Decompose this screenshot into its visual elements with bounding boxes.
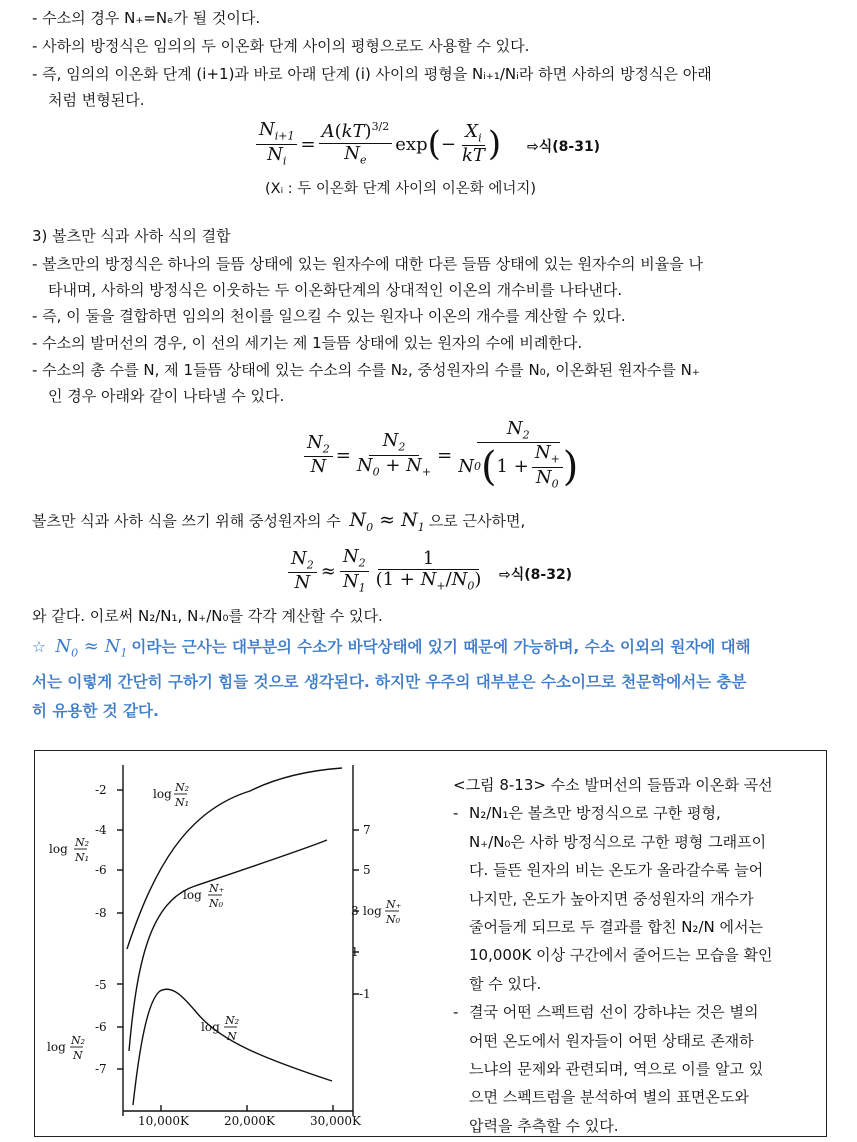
bullet-boltzmann-saha-line1: - 볼츠만의 방정식은 하나의 들뜸 상태에 있는 원자수에 대한 다른 들뜸 상태에 있는 원자수의 비율을 나 <box>32 255 704 273</box>
svg-text:N₊: N₊ <box>386 898 402 911</box>
svg-text:7: 7 <box>363 823 371 837</box>
svg-text:-4: -4 <box>95 823 107 837</box>
approx-text-after: 으로 근사하면, <box>428 512 526 530</box>
bullet-hydrogen-electrons: - 수소의 경우 N₊=Nₑ가 될 것이다. <box>32 9 261 27</box>
equation-ref-8-31: ⇨식(8-31) <box>527 139 601 155</box>
note-line1-text: 이라는 근사는 대부분의 수소가 바닥상태에 있기 때문에 가능하며, 수소 이외의 원자에 대해 <box>131 638 751 656</box>
svg-text:1: 1 <box>351 945 359 959</box>
caption-line: 결국 어떤 스펙트럼 선이 강하냐는 것은 별의 <box>469 1003 759 1022</box>
svg-text:log: log <box>201 1020 220 1034</box>
blue-note-line3: 히 유용한 것 같다. <box>32 701 159 720</box>
caption-line: 어떤 온도에서 원자들이 어떤 상태로 존재하 <box>469 1031 754 1050</box>
caption-line: 으면 스펙트럼을 분석하여 별의 표면온도와 <box>469 1088 749 1107</box>
left-top-tick-labels <box>95 783 107 920</box>
svg-text:-6: -6 <box>95 863 107 877</box>
svg-text:N₁: N₁ <box>75 851 90 864</box>
equation-n2-over-n: $\frac{N_2}{N}$ = $\frac{N_2}{N_0 + N_+}$ = $N_2$ N 0 ( 1 + $\frac{N_+}{N_0}$ ) <box>304 410 581 500</box>
svg-text:log: log <box>47 1040 66 1054</box>
label-log-n2-n1-left <box>49 836 89 864</box>
svg-text:N₂: N₂ <box>71 1034 86 1047</box>
caption-line: N₂/N₁은 볼츠만 방정식으로 구한 평형, <box>469 804 721 823</box>
bullet-dash: - <box>453 1003 459 1022</box>
bullet-dash: - <box>453 804 459 823</box>
caption-title: <그림 8-13> 수소 발머선의 들뜸과 이온화 곡선 <box>453 776 773 794</box>
bullet-boltzmann-saha-line2: 타내며, 사하의 방정식은 이웃하는 두 이온화단계의 상대적인 이온의 개수비를 나타낸다. <box>48 281 623 299</box>
svg-text:log: log <box>153 787 172 801</box>
caption-bullet-2 <box>453 998 819 1140</box>
caption-line: 할 수 있다. <box>469 974 542 993</box>
approx-text-before: 볼츠만 식과 사하 식을 쓰기 위해 중성원자의 수 <box>32 512 341 530</box>
label-log-nplus-n0-right <box>363 898 402 926</box>
approx-formula: $N_0 \approx N_1$ <box>349 509 425 534</box>
svg-text:N: N <box>73 1049 83 1062</box>
svg-text:-7: -7 <box>95 1062 107 1076</box>
figure-caption <box>453 771 819 1140</box>
equation-ref-8-32: ⇨식(8-32) <box>499 567 573 583</box>
svg-text:N₂: N₂ <box>175 781 190 794</box>
bullet-combine: - 즉, 이 둘을 결합하면 임의의 천이를 일으킬 수 있는 원자나 이온의 개수를 계산할 수 있다. <box>32 307 626 325</box>
note-formula: $N_0 \approx N_1$ <box>55 636 128 660</box>
equation-8-32: $\frac{N_2}{N}$ ≈ $\frac{N_2}{N_1}$ $\frac{1}{(1 + N_+/N_0)}$ <box>288 540 484 602</box>
svg-text:log: log <box>363 904 382 918</box>
caption-line: 느냐의 문제와 관련되며, 역으로 이를 알고 있 <box>469 1060 764 1079</box>
label-log-n2-n-curve <box>201 1014 239 1043</box>
bullet-hydrogen-counts-line2: 인 경우 아래와 같이 나타낼 수 있다. <box>48 387 285 405</box>
ionization-energy-note: (Xᵢ : 두 이온화 단계 사이의 이온화 에너지) <box>265 181 537 197</box>
svg-text:-6: -6 <box>95 1020 107 1034</box>
svg-text:-5: -5 <box>95 978 107 992</box>
svg-text:log: log <box>49 842 68 856</box>
label-log-n2-n1-curve <box>153 781 189 809</box>
bullet-saha-ratio-line1: - 즉, 임의의 이온화 단계 (i+1)과 바로 아래 단계 (i) 사이의 평형을 Nᵢ₊₁/Nᵢ라 하면 사하의 방정식은 아래 <box>32 65 712 83</box>
after-equation-text: 와 같다. 이로써 N₂/N₁, N₊/N₀를 각각 계산할 수 있다. <box>32 607 383 625</box>
svg-text:N₂: N₂ <box>75 836 90 849</box>
balmer-curves-plot <box>35 751 445 1131</box>
label-log-nplus-n0-curve <box>183 882 225 910</box>
approximation-sentence <box>32 510 525 538</box>
svg-text:N₊: N₊ <box>209 882 225 895</box>
curve-log-n2-n <box>133 989 332 1105</box>
svg-text:5: 5 <box>363 863 371 877</box>
blue-note-line2: 서는 이렇게 간단히 구하기 힘들 것으로 생각된다. 하지만 우주의 대부분은 수소이므로 천문학에서는 충분 <box>32 672 747 691</box>
bullet-saha-ratio-line2: 처럼 변형된다. <box>48 91 145 109</box>
svg-text:30,000K: 30,000K <box>310 1114 361 1128</box>
caption-line: 다. 들뜬 원자의 비는 온도가 올라갈수록 늘어 <box>469 861 764 880</box>
caption-line: 압력을 추측할 수 있다. <box>469 1116 619 1135</box>
section-heading: 3) 볼츠만 식과 사하 식의 결합 <box>32 227 231 245</box>
bullet-balmer: - 수소의 발머선의 경우, 이 선의 세기는 제 1들뜸 상태에 있는 원자의 수에 비례한다. <box>32 334 583 352</box>
figure-box <box>34 750 827 1137</box>
caption-line: 줄어들게 되므로 두 결과를 합친 N₂/N 에서는 <box>469 918 763 937</box>
svg-text:log: log <box>183 888 202 902</box>
star-icon: ☆ <box>32 638 46 656</box>
bullet-saha-general: - 사하의 방정식은 임의의 두 이온화 단계 사이의 평형으로도 사용할 수 있다. <box>32 37 530 55</box>
svg-text:N₀: N₀ <box>209 897 224 910</box>
left-bottom-tick-labels <box>95 978 107 1076</box>
svg-text:-2: -2 <box>95 783 107 797</box>
svg-text:N₂: N₂ <box>225 1014 240 1027</box>
svg-text:20,000K: 20,000K <box>224 1114 275 1128</box>
x-tick-labels <box>138 1114 362 1128</box>
svg-text:N₀: N₀ <box>386 913 401 926</box>
caption-bullet-1 <box>453 799 819 998</box>
svg-text:N₁: N₁ <box>175 796 190 809</box>
svg-text:-1: -1 <box>359 987 371 1001</box>
bullet-hydrogen-counts-line1: - 수소의 총 수를 N, 제 1들뜸 상태에 있는 수소의 수를 N₂, 중성원자의 수를 N₀, 이온화된 원자수를 N₊ <box>32 361 700 379</box>
equation-8-31: $\frac{N_{i+1}}{N_i}$ = $\frac{A(kT)^{3/2}}{N_e}$ exp ( − $\frac{X_i}{kT}$ ) <box>256 114 501 174</box>
svg-text:10,000K: 10,000K <box>138 1114 189 1128</box>
caption-line: 나지만, 온도가 높아지면 중성원자의 개수가 <box>469 889 754 908</box>
caption-line: N₊/N₀은 사하 방정식으로 구한 평형 그래프이 <box>469 832 767 851</box>
caption-line: 10,000K 이상 구간에서 줄어드는 모습을 확인 <box>469 946 773 965</box>
svg-text:3: 3 <box>351 904 359 918</box>
blue-note-line1 <box>32 632 852 668</box>
svg-text:-8: -8 <box>95 906 107 920</box>
label-log-n2-n-left <box>47 1034 85 1062</box>
blue-note <box>32 632 852 726</box>
svg-text:N: N <box>227 1030 237 1043</box>
